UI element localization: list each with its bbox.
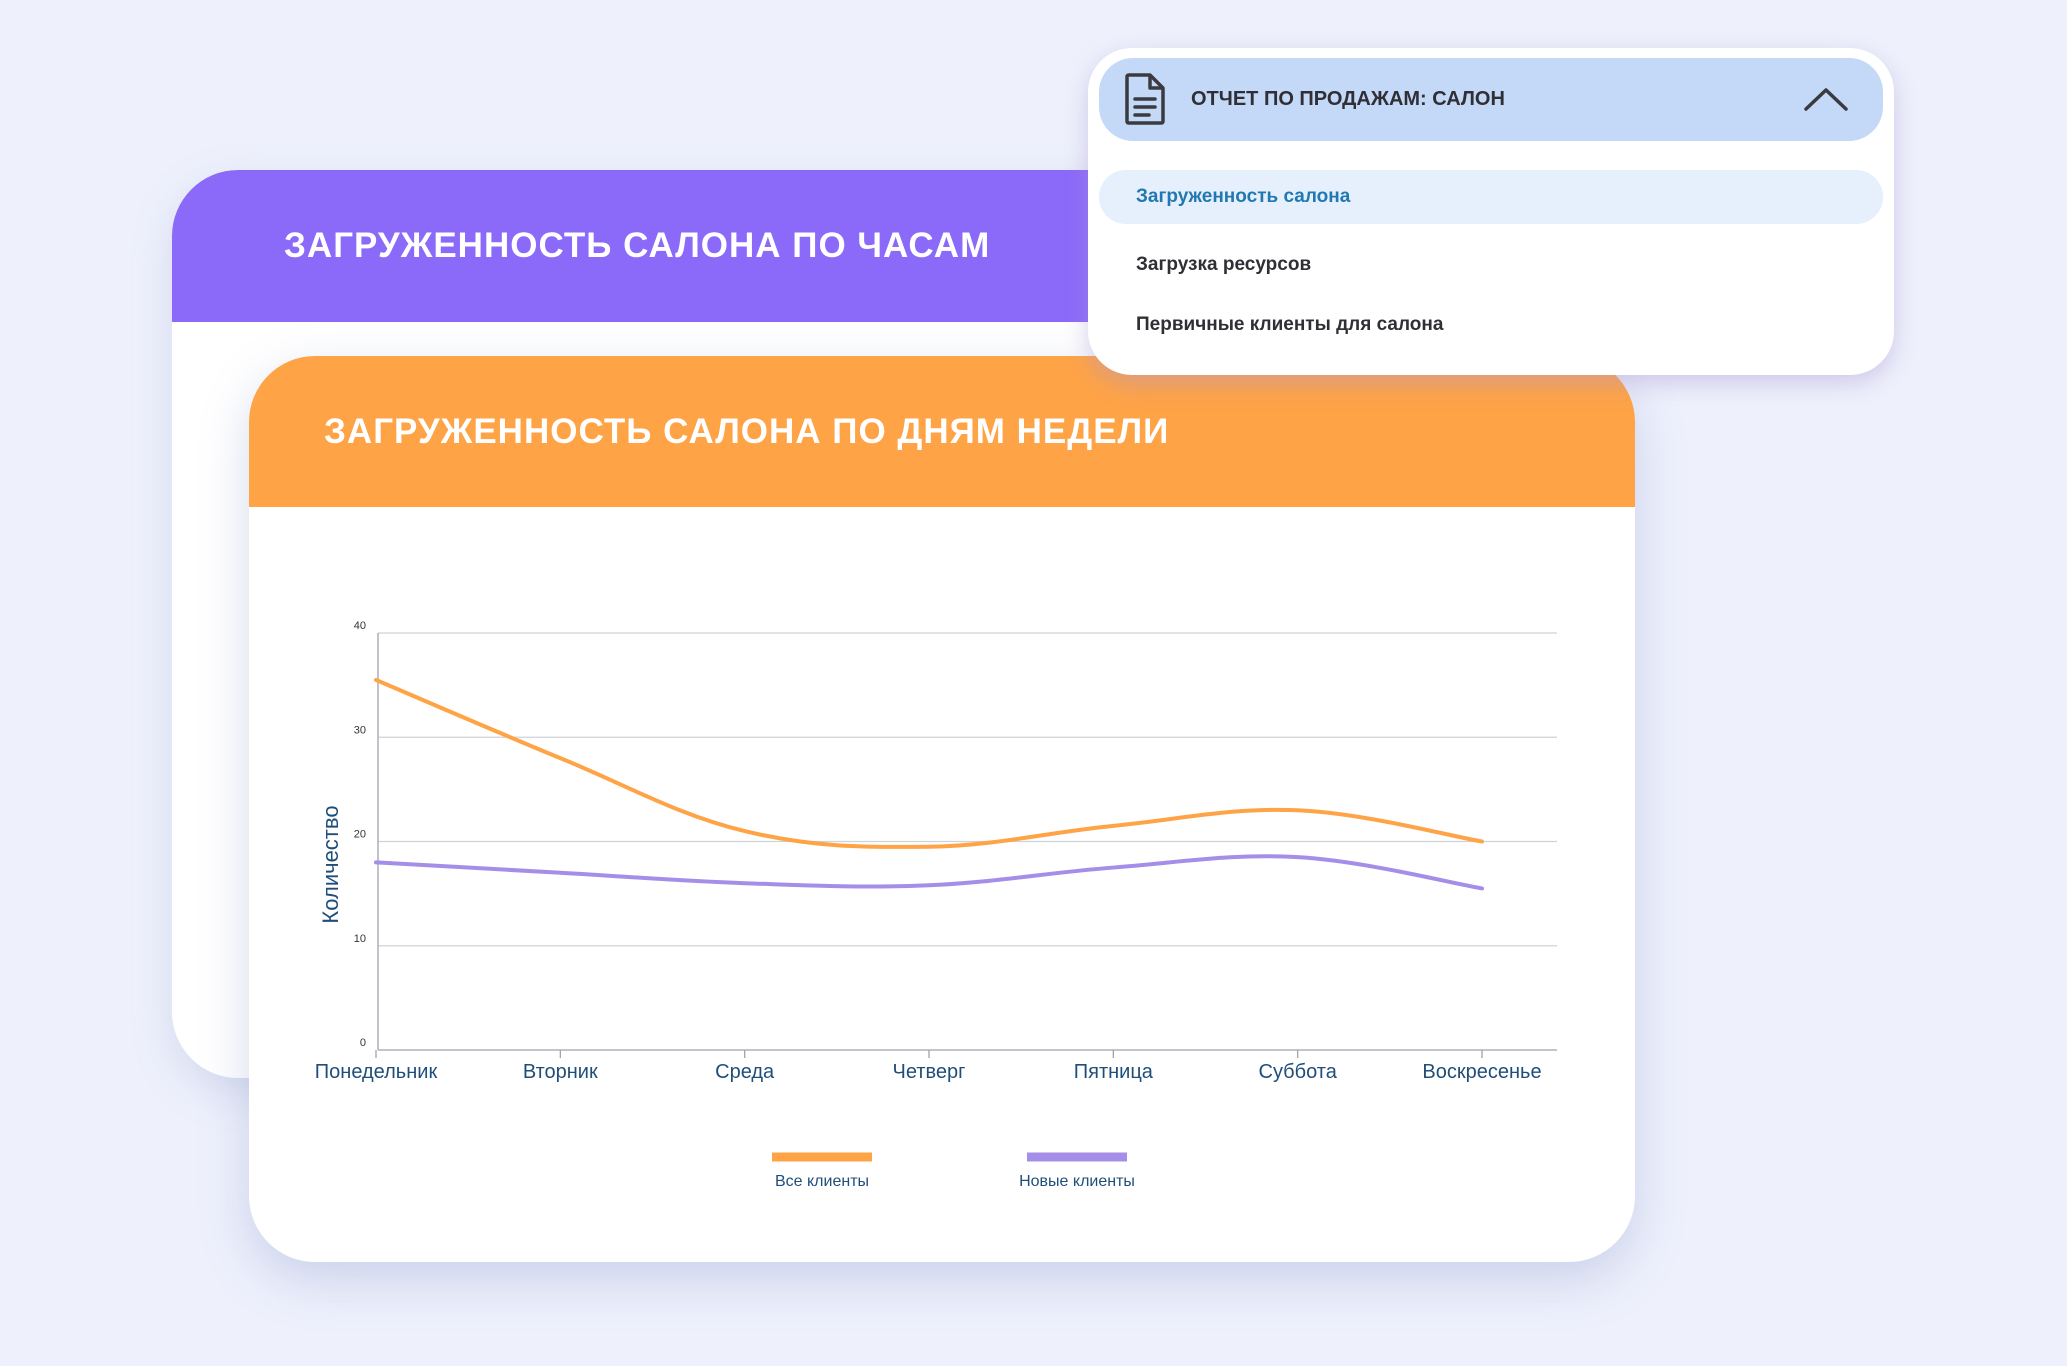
series-line-all-clients <box>376 680 1482 847</box>
report-dropdown-header[interactable] <box>1099 58 1883 141</box>
dropdown-item-primary-clients[interactable]: Первичные клиенты для салона <box>1136 314 1444 335</box>
weekday-load-panel <box>249 356 1635 1262</box>
x-tick-label: Суббота <box>1258 1061 1337 1083</box>
x-tick-label: Воскресенье <box>1422 1061 1542 1083</box>
y-tick-label: 40 <box>353 620 366 632</box>
y-tick-label: 0 <box>359 1037 366 1049</box>
report-dropdown-title: ОТЧЕТ ПО ПРОДАЖАМ: САЛОН <box>1191 88 1505 110</box>
report-dropdown <box>1088 48 1894 375</box>
dropdown-item-resource-load[interactable]: Загрузка ресурсов <box>1136 254 1312 275</box>
legend-label-new-clients: Новые клиенты <box>1019 1173 1135 1190</box>
x-tick-label: Вторник <box>522 1061 598 1083</box>
y-tick-label: 20 <box>353 828 366 841</box>
weekday-load-chart <box>249 356 1635 1262</box>
x-tick-label: Четверг <box>892 1061 966 1083</box>
legend-label-all-clients: Все клиенты <box>774 1173 870 1190</box>
x-tick-label: Среда <box>715 1061 775 1083</box>
document-icon <box>1123 72 1167 126</box>
chevron-up-icon[interactable] <box>1803 86 1849 112</box>
x-tick-label: Пятница <box>1073 1061 1153 1083</box>
series-line-new-clients <box>376 856 1482 888</box>
weekday-load-title: ЗАГРУЖЕННОСТЬ САЛОНА ПО ДНЯМ НЕДЕЛИ <box>324 411 1170 451</box>
x-tick-label: Понедельник <box>314 1061 438 1083</box>
dropdown-item-salon-load[interactable]: Загруженность салона <box>1099 170 1883 224</box>
y-axis-label: Количество <box>318 805 343 924</box>
hourly-load-header <box>172 170 1202 322</box>
y-tick-label: 10 <box>353 932 366 945</box>
y-tick-label: 30 <box>353 724 366 737</box>
hourly-load-title: ЗАГРУЖЕННОСТЬ САЛОНА ПО ЧАСАМ <box>284 226 991 265</box>
